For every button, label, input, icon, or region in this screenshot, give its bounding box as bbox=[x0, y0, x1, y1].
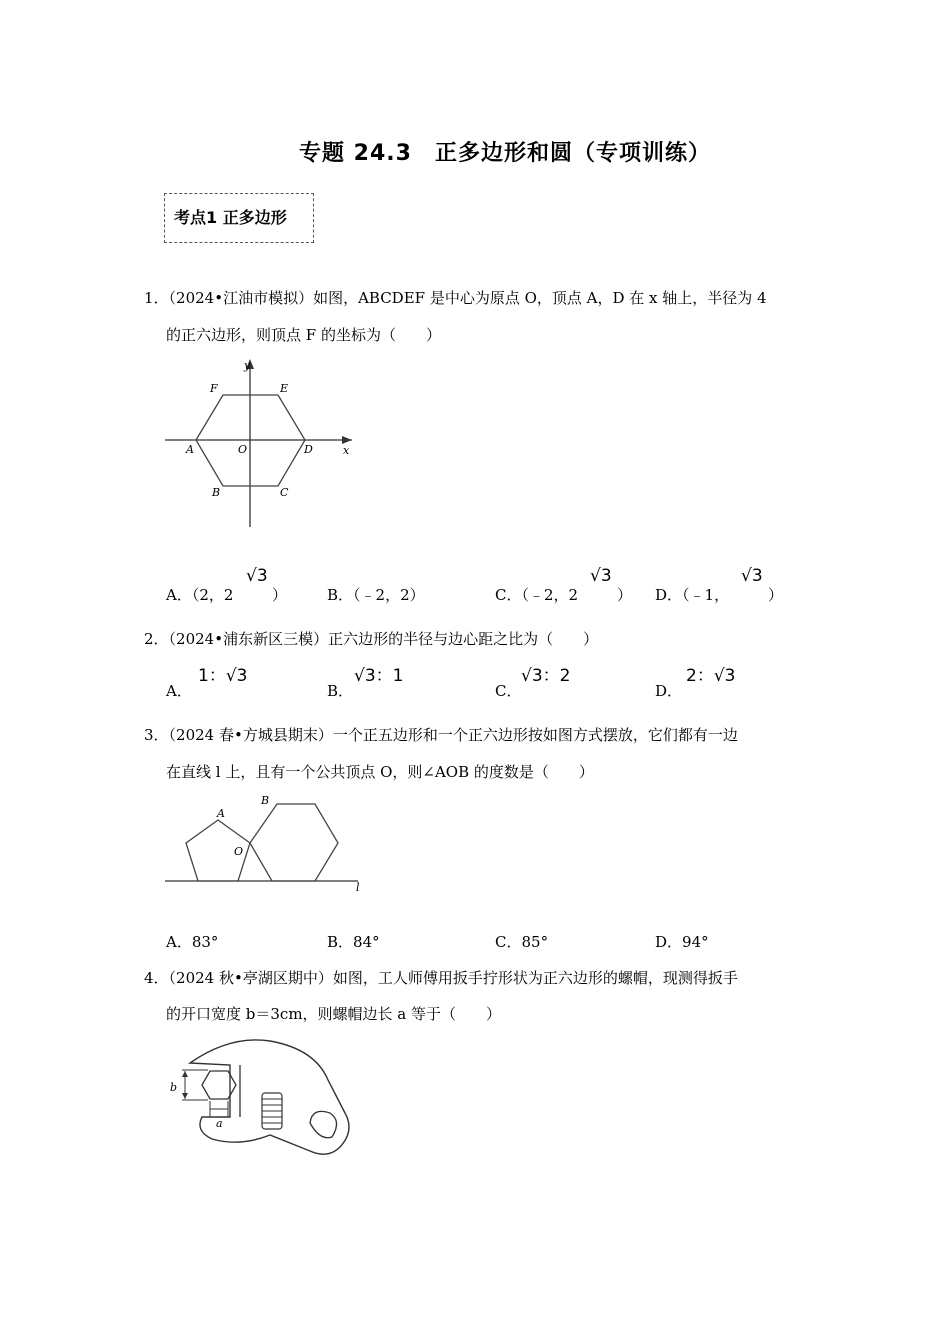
q1-hexagon-figure bbox=[160, 355, 360, 535]
q3-line1: 3．（2024 春•方城县期末）一个正五边形和一个正六边形按如图方式摆放，它们都有一边 bbox=[144, 726, 738, 744]
section-heading: 考点1 正多边形 bbox=[164, 193, 314, 243]
q3-option-c: C．85° bbox=[495, 933, 549, 951]
q2-option-b-letter: B． bbox=[327, 682, 354, 700]
q1-option-c-close: ） bbox=[617, 586, 633, 604]
q1-option-a: A．（2，2 bbox=[166, 586, 234, 604]
q2-option-c-expr: √3：2 bbox=[521, 666, 571, 686]
q1-option-a-radical: √3 bbox=[246, 566, 268, 586]
q4-line2: 的开口宽度 b＝3cm，则螺帽边长 a 等于（ ） bbox=[166, 1005, 502, 1023]
q2-option-c-letter: C． bbox=[495, 682, 522, 700]
q1-line1: 1．（2024•江油市模拟）如图，ABCDEF 是中心为原点 O，顶点 A，D 在 x 轴上，半径为 4 bbox=[144, 289, 767, 307]
fig1-label-A: A bbox=[186, 443, 194, 456]
fig1-label-B: B bbox=[212, 486, 221, 499]
fig3-label-A: A bbox=[217, 807, 225, 820]
q1-option-c: C．（﹣2，2 bbox=[495, 586, 579, 604]
fig1-label-O: O bbox=[238, 443, 248, 456]
fig1-label-E: E bbox=[280, 382, 289, 395]
q1-option-d: D．（﹣1， bbox=[655, 586, 730, 604]
q2-option-d-letter: D． bbox=[655, 682, 683, 700]
q1-option-d-radical: √3 bbox=[741, 566, 763, 586]
fig1-label-C: C bbox=[280, 486, 289, 499]
page-title: 专题 24.3 正多边形和圆（专项训练） bbox=[299, 141, 711, 166]
q4-line1: 4．（2024 秋•亭湖区期中）如图，工人师傅用扳手拧形状为正六边形的螺帽，现测得扳手 bbox=[144, 969, 738, 987]
fig1-label-y: y bbox=[244, 359, 251, 372]
fig4-label-a: a bbox=[216, 1117, 223, 1130]
fig4-label-b: b bbox=[170, 1081, 178, 1094]
q2-option-a-letter: A． bbox=[166, 682, 192, 700]
q4-wrench-figure bbox=[160, 1035, 360, 1160]
q3-option-b: B．84° bbox=[327, 933, 380, 951]
fig3-label-l: l bbox=[356, 881, 360, 894]
q1-option-b: B．（﹣2，2） bbox=[327, 586, 425, 604]
q1-option-d-close: ） bbox=[768, 586, 784, 604]
fig3-label-B: B bbox=[261, 794, 270, 807]
q2-option-d-expr: 2：√3 bbox=[686, 666, 736, 686]
q1-option-a-close: ） bbox=[272, 586, 288, 604]
fig1-label-D: D bbox=[304, 443, 313, 456]
fig3-label-O: O bbox=[234, 845, 244, 858]
q3-option-a: A．83° bbox=[166, 933, 219, 951]
q3-option-d: D．94° bbox=[655, 933, 709, 951]
q2-option-a-expr: 1：√3 bbox=[198, 666, 248, 686]
q1-option-c-radical: √3 bbox=[590, 566, 612, 586]
q2-option-b-expr: √3：1 bbox=[354, 666, 404, 686]
q1-line2: 的正六边形，则顶点 F 的坐标为（ ） bbox=[166, 326, 441, 344]
fig1-label-x: x bbox=[343, 444, 350, 457]
q3-polygons-figure bbox=[160, 788, 380, 898]
q3-line2: 在直线 l 上，且有一个公共顶点 O，则∠AOB 的度数是（ ） bbox=[166, 763, 594, 781]
q2-line1: 2．（2024•浦东新区三模）正六边形的半径与边心距之比为（ ） bbox=[144, 630, 599, 648]
fig1-label-F: F bbox=[210, 382, 218, 395]
